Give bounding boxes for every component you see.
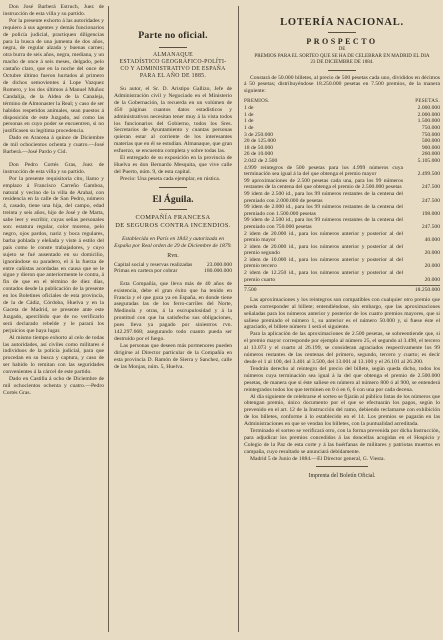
aguila-para: Las personas que deseen más pormenores pueden dirigirse al Director particular de la Compañía en esta provincia D. Ramón de Sierra y Sanchez, calle de las Monjas, núm. 5, Huelva. [114,342,232,370]
notice-para: Don Pedro Cortés Gras, Juez de instrucción de esta villa y su partido. [3,161,104,175]
almanaque-title [114,52,232,80]
currency-label: Rvn. [167,252,179,259]
prize-desc: 2 idem de 20.000 id., para los números anterior y posterior al del premio segundo [244,243,403,257]
column-divider [108,6,109,632]
prize-desc: 2 idem de 12.250 id., para los números anterior y posterior al del premio cuarto [244,270,403,283]
notice-signature: Dado en Aracena á quince de Diciembre de mil ochocientos ochenta y cuatro.—José Barberá.—José Pardo y Cid. [3,135,104,156]
prize-amount: 900.000 [421,144,440,151]
prize-amount: 500.000 [421,138,440,145]
prospecto-para: Terminado el sorteo se verificará otro, con la forma prevenida por dicha Instrucción, para adjudicar los premios concedidos á las doncellas acogidas en el Hospicio y Colegio de la Paz de esta corte y á las huérfanas de militares y patriotas muertos en campaña, cuyo resultado se anunciará debidamente. [244,428,440,455]
divider [159,187,187,188]
almanaque-title-line: ESTADÍSTICO GEOGRÁFICO-POLÍTI- [119,59,227,65]
prize-desc: 1 de [244,105,254,112]
subtitle-line: DE [338,46,346,52]
divider [316,466,368,467]
prize-row [244,105,440,112]
prize-table-header [244,98,440,104]
column-middle [114,4,232,370]
prize-row [244,270,440,283]
notice-para: Don José Barberá Estruch, Juez de instrucción de esta villa y su partido. [3,4,104,17]
prospecto-para: Al día siguiente de celebrarse el sorteo se fijarán al público listas de los números que obtengan premio, único documento por el que se efectuarán los pagos, según lo prevenido en el art. 12 de la Instrucción del ramo, debiendo reclamarse con exhibición de los billetes, conforme á lo establecido en el 14. Los premios se pagarán en las Administraciones en que se vendan los billetes, con la puntualidad acreditada. [244,393,440,428]
prize-amount: 20.000 [424,263,440,270]
prospecto-intro: Constará de 50.000 billetes, al precio de 500 pesetas cada uno, divididos en décimos á 50 pesetas; distribuyéndose 18.250.000 pesetas en 7.500 premios, de la manera siguiente: [244,74,440,95]
prospecto-title: PROSPECTO [306,37,378,46]
prize-desc: 99 idem de 2.000 id., para los 99 números restantes de la centena del premiado con 1.500.000 pesetas [244,204,403,217]
capital-label: Primas en cartera por cobrar [114,268,178,275]
prize-amount: 5.105.000 [417,157,440,164]
prospecto-para: Tendrán derecho al reintegro del precio del billete, según queda dicho, todos los números cuya terminación sea igual á la del que obtenga el premio de 2.500.000 pesetas, de manera que si éste saliese en número al número 800 ó al 900, se entenderá reintegrados todos los que terminen en 0 ó en 6, 6 con una por cada decena. [244,365,440,393]
almanaque-title-line: PARA EL AÑO DE 1885. [139,73,207,79]
prize-row [244,178,440,191]
subtitle-line: PREMIOS PARA EL SORTEO QUE SE HA DE CELEBRAR EN MADRID EL DIA [254,52,430,59]
prize-row [244,158,440,165]
header-pesetas: PESETAS. [415,98,440,105]
requisitoria-barbera [3,4,104,156]
almanaque-price: Precio: Una peseta cada ejemplar, en rústica. [120,175,221,182]
prize-amount: 750.000 [421,131,440,138]
prize-row [244,204,440,217]
prize-amount: 2.000.000 [417,111,440,118]
company-line: DE SEGUROS CONTRA INCENDIOS. [115,221,231,229]
prize-total-row [244,285,440,294]
prize-amount: 750.000 [421,125,440,131]
prize-amount: 2.000.000 [417,105,440,112]
prize-row [244,138,440,145]
prize-desc: 26 de 10.000 [244,151,274,158]
prize-row [244,125,440,132]
prospecto-para: Para la aplicación de las aproximaciones de 2.500 pesetas, se sobreentiende que, si el premio mayor corresponde por ejemplo al número 25, el segundo al 3.498, el tercero al 13.073 y el cuarto al 26.199, se consideran agraciados respectivamente los 99 números restantes de las centenas del primero, segundo, tercero y cuarto; es decir desde el 1 al 100, del 3.401 al 3.500, del 13.001 al 13.100 y el 26.101 al 26.200. [244,331,440,365]
prize-desc: 99 idem de 2.500 id., para los 99 números restantes de la centena del premiado con 2.000.000 de pesetas [244,190,403,204]
prize-row [244,191,440,204]
prospecto-subtitle [244,46,440,66]
prize-row [244,118,440,125]
prize-amount: 1.500.000 [417,118,440,125]
prize-row [244,165,440,178]
requisitoria-cortes [3,162,104,397]
prize-desc: 99 idem de 2.500 id., para los 99 números restantes de la centena del premiado con 750.000 pesetas [244,217,403,230]
almanaque-title-line: CO Y ADMINISTRATIVO DE ESPAÑA [120,66,226,72]
prize-amount: 247.500 [421,223,440,230]
prize-amount: 20.000 [424,276,440,283]
almanaque-para: Su autor, el Sr. D. Aristipo Gallizo, Jefe de Administración civil y Negociado en el Ministerio de la Gobernación, la recuerda en un volúmen de 450 páginas cuantos datos estadísticos y administrativos necesitan tener muy á la vista todos los funcionarios del Gobierno, todos los Sres. Secretarios de Ayuntamiento y cuantas personas quieran estar al corriente de los interesantes materias que en él se estudian. Almanaque, que gran esfuerzo, se encuentra completa y sobre todas las. [114,86,232,155]
aguila-para: Esta Compañía, que lleva más de 40 años de existencia, debe el gran éxito que ha tenido en Francia y el que goza ya en España, en donde tiene aseguradas las de los ferro-carriles del Norte, Medinola y otras, á la escrupulosidad y á la prontitud con que ha satisfecho sus obligaciones, pues lleva ya pagado por siniestros rvn. 142.297.668; asegurando todo cuanto pueda ser destruido por el fuego. [114,280,232,342]
prize-desc: 2 idem de 10.000 id., para los números anterior y posterior al del premio tercero [244,256,403,270]
prize-amount: 260.000 [421,151,440,158]
notice-para: Por la presente exhorto á las autoridades y requiero á sus agentes y demás funcionarios de policía judicial, practiquen diligencias para la busca de una jumenta de dos años, negra, de regular alzada y buenas carnes; otra burra de seis años, negra, mediana, y un macho de once á seis meses, delgado, pelo castaño claro, que en la noche del once de Octubre último fueron hurtados al primero de dichos semovientes á Lope Vazquez Romero, y los dos últimos á Manuel Muñoz Candalija, de la Aldea de la Canaleja, término de Almonaster la Real; y caso de ser habidos respetidos animales, sean puestos á disposición de este Juzgado, así como las personas en cuyo poder se encuentren, si no justificasen su legítima procedencia. [3,17,104,135]
section-title: Parte no oficial. [138,30,208,41]
notice-para: Al mismo tiempo exhorto al celo de todas las autoridades, así civiles como militares é individuos de la policía judicial, para que procedan en su busca y captura, y caso de ser habido lo remitan con las seguridades convenientes á la cárcel de este partido. [3,334,104,376]
company-line: COMPAÑÍA FRANCESA [135,213,211,221]
prize-row [244,112,440,119]
prize-desc: 99 aproximaciones de 2.500 pesetas cada una, para los 99 números restantes de la centena del que obtenga el premio de 2.500.000 pesetas [244,177,403,191]
prize-row [244,217,440,230]
prize-amount: 40.000 [424,237,440,244]
aguila-title: El Águila. [152,193,194,205]
prize-desc: 1 de [244,125,254,131]
capital-label: Capital social y reservas realizadas [114,261,192,268]
loteria-title: LOTERÍA NACIONAL. [280,17,404,28]
capital-row [114,268,232,275]
prospecto-signature: Madrid 5 de Junio de 1884.—El Director general, G. Viesta. [250,455,385,462]
total-amount: 18.250.000 [414,287,440,294]
total-count: 7.500 [244,287,257,294]
prize-desc: 3 de 250.000 [244,131,274,138]
prize-row [244,151,440,158]
almanaque-title-line: ALMANAQUE [152,52,194,58]
prize-desc: 20 de 125.000 [244,138,276,145]
notice-para: Por la presente requisitoria cito, llamo y emplazo á Francisco Carreño Gamboa, natural y vecino de la villa de Arahal, con residencia en la calle de San Pedro, número 4, casado, tiene una hija, del campo, edad treinta y seis años, hijo de José y de Marta, sabe leer y escribir, cuyas señas personales son: estatura regular, color moreno, pelo negro, ojos pardos, nariz y boca regulares, barba poblada y eleñada y viste á estilo del país como le conste trabajadores, y cuyo sujeto se fué ausentado en su domicilio, ignorándose su paradero, el á la fuerza de entre cañistas acordadas en causa que se le sigue y dieron que anteriormente le contra, á fin de que en el término de diez días, contados desde la publicación de la presente en los Boletines oficiales de esta provincia, de la de Cádiz, Córdoba, Huelva y en la Gaceta de Madrid, se presente ante este Juzgado, apercibido que de no verificarlo será declarado rebelde y le parará los perjuicios que haya lugar. [3,175,104,334]
prize-row [244,231,440,244]
prize-row [244,257,440,270]
divider [328,32,356,33]
aguila-company [114,214,232,230]
column-divider [238,6,239,632]
prize-amount: 198.000 [421,210,440,217]
prize-table [244,105,440,294]
capital-table [114,262,232,275]
prize-desc: 2 idem de 20.000 id., para los números anterior y posterior al del premio mayor [244,230,403,244]
prize-row [244,145,440,152]
divider [159,209,187,210]
prospecto-para: Las aproximaciones y los reintegros son compatibles con cualquier otro premio que pueda corresponder al billete; entendiéndose, sin embargo, que las aproximaciones señaladas para los números anterior y posterior de los cuatro premios mayores, que si saliese premiado el número 1, su anterior es el número 50.000 y, si fuese éste el agraciado, el billete número 1 será el siguiente. [244,296,440,331]
capital-value: 180.000.000 [204,268,232,275]
prize-row [244,132,440,139]
column-left [3,4,104,397]
imprenta-footer: Imprenta del Boletín Oficial. [308,472,376,479]
prize-desc: 4.999 reintegros de 500 pesetas para los 4.999 números cuya terminación sea igual á la del que obtenga el premio mayor [244,164,403,178]
header-premios: PREMIOS. [244,98,270,105]
divider [159,47,187,48]
prize-amount: 2.499.500 [417,171,440,178]
aguila-established: Establecida en París en 1843 y autorizada en España por Real orden de 29 de Diciembre de 1879. [114,235,232,249]
subtitle-line: 23 DE DICIEMBRE DE 1884. [310,59,374,65]
divider [328,70,356,71]
prize-desc: 2.042 de 2.500 [244,157,278,164]
prize-amount: 20.000 [424,250,440,257]
prize-desc: 18 de 50.000 [244,144,274,151]
notice-signature: Dado en Castilla á ocho de Diciembre de mil ochocientos ochenta y cuatro.—Pedro Cortés Gras. [3,376,104,396]
prize-amount: 247.500 [421,184,440,191]
capital-row [114,262,232,269]
capital-value: 23.000.000 [206,261,232,268]
prize-amount: 247.500 [421,197,440,204]
prize-desc: 1 de [244,118,254,125]
prize-desc: 1 de [244,111,254,118]
prize-row [244,244,440,257]
column-right [244,4,440,479]
almanaque-para: El entregado de su exposición en la provincia de Huelva es don Bernardo Mesquita, que vive calle del Puerto, núm. 9, de esta capital. [114,155,232,175]
